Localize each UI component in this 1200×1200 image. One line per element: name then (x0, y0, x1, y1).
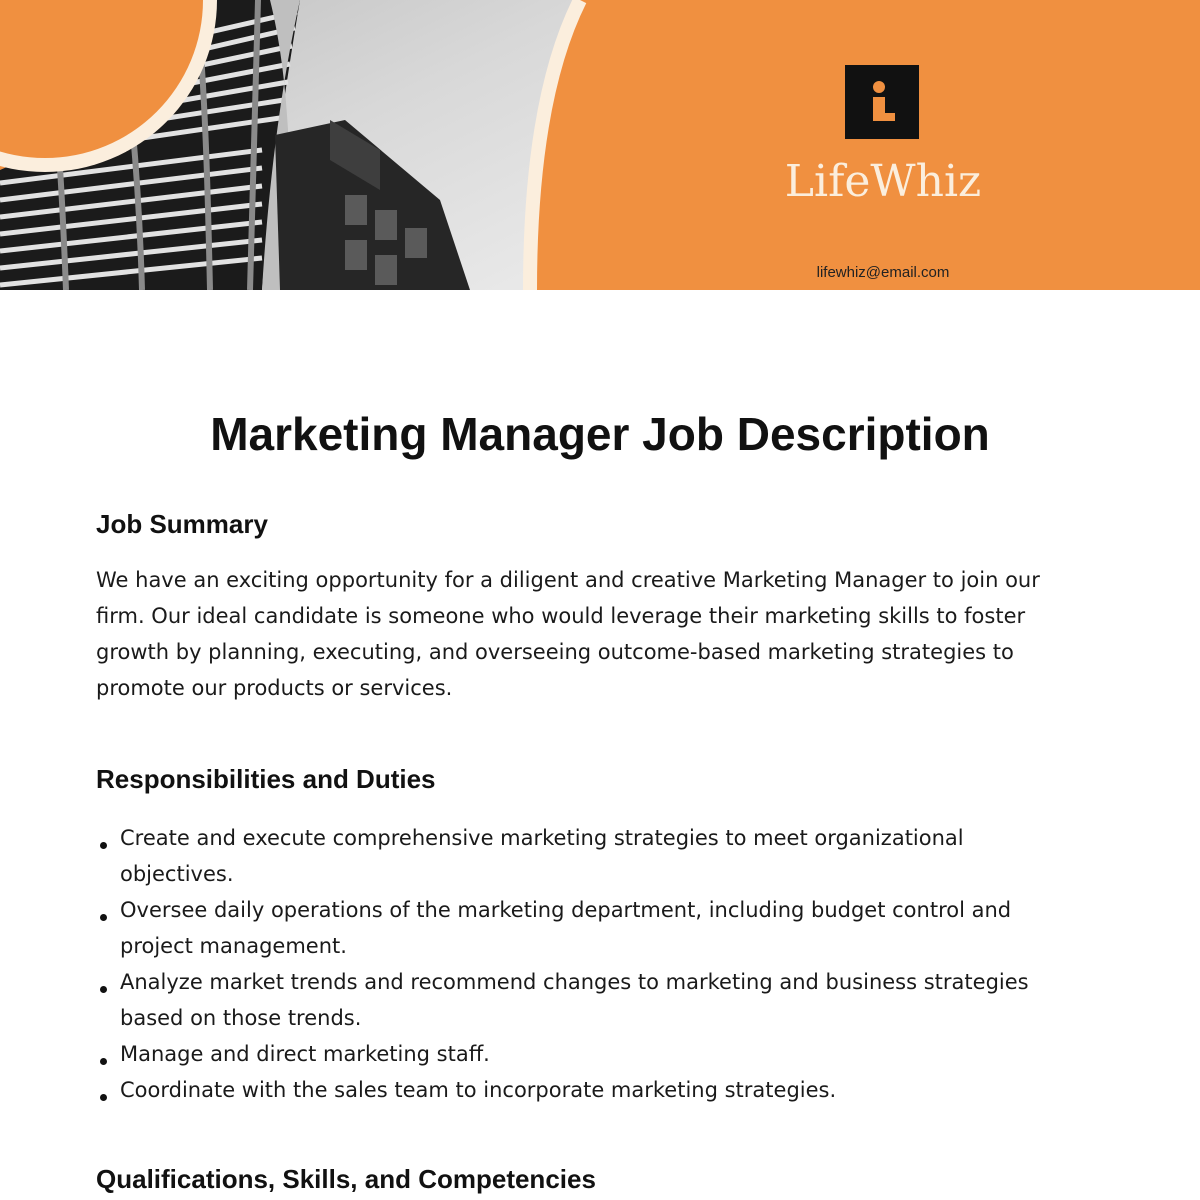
list-item-text: Create and execute comprehensive marketing strategies to meet organizational objectives. (120, 826, 964, 886)
bullet-icon (100, 842, 107, 849)
list-item (96, 892, 1056, 964)
list-item (96, 1072, 1056, 1108)
list-item (96, 964, 1056, 1036)
list-item-text: Manage and direct marketing staff. (120, 1042, 490, 1066)
responsibilities-list (96, 820, 1056, 1108)
section-heading-job-summary: Job Summary (96, 509, 268, 539)
bullet-icon (100, 986, 107, 993)
section-heading-qualifications: Qualifications, Skills, and Competencies (96, 1164, 596, 1194)
document-title: Marketing Manager Job Description (210, 408, 990, 460)
contact-email[interactable]: lifewhiz@email.com (816, 264, 950, 281)
list-item (96, 1036, 1056, 1072)
list-item-text: Analyze market trends and recommend changes to marketing and business strategies based on those trends. (120, 970, 1029, 1030)
section-heading-responsibilities: Responsibilities and Duties (96, 764, 436, 794)
header-banner (0, 0, 1200, 290)
building-photo-with-arcs (0, 0, 1200, 290)
bullet-icon (100, 1094, 107, 1101)
job-summary-text: We have an exciting opportunity for a diligent and creative Marketing Manager to join our firm. Our ideal candidate is someone who would leverage their marketing skills to foster growth by planning, executing, and overseeing outcome-based marketing strategies to promote our products or services. (96, 568, 1040, 700)
list-item-text: Oversee daily operations of the marketing department, including budget control and project management. (120, 898, 1012, 958)
bullet-icon (100, 914, 107, 921)
logo-glyph (845, 65, 919, 139)
letter-i-logo-icon (845, 65, 919, 139)
list-item (96, 820, 1056, 892)
bullet-icon (100, 1058, 107, 1065)
brand-name: LifeWhiz (784, 156, 982, 207)
list-item-text: Coordinate with the sales team to incorporate marketing strategies. (120, 1078, 837, 1102)
